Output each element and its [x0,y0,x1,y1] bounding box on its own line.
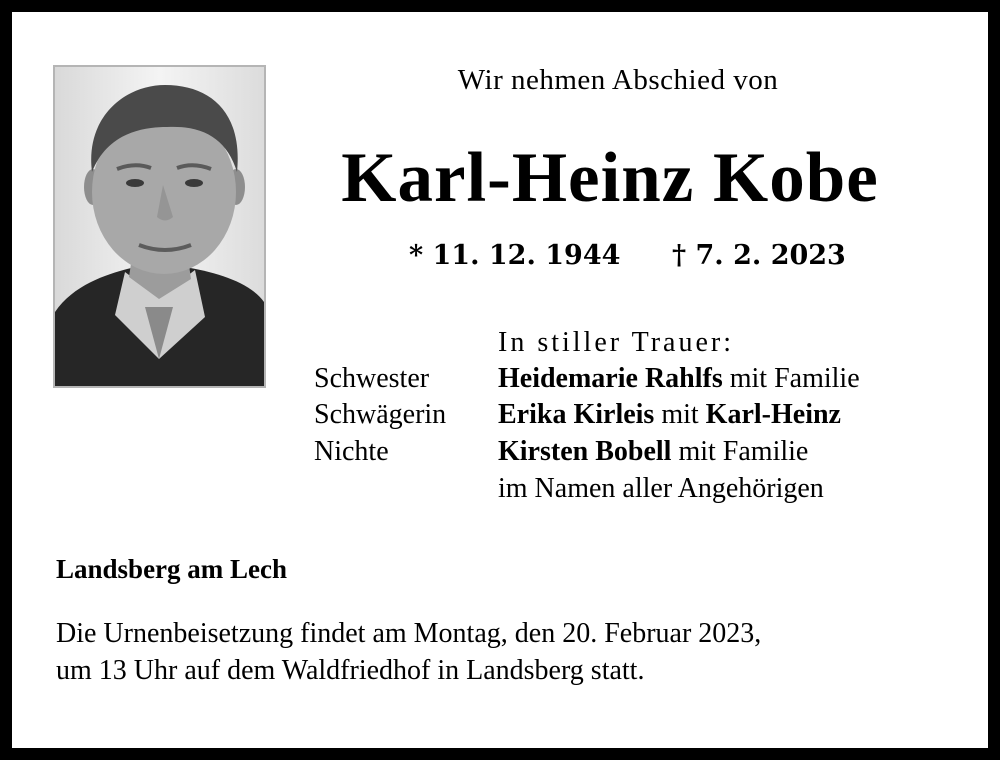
mourner-entry [498,399,841,431]
deceased-name: Karl-Heinz Kobe [341,139,879,217]
location-heading: Landsberg am Lech [56,554,288,584]
relation-label: Schwester [314,363,430,394]
funeral-notice [56,615,976,689]
mourner-entry [498,436,808,468]
mourner-name: Heidemarie Rahlfs [498,363,723,394]
mourning-heading: In stiller Trauer: [498,327,734,358]
birth-date: * 11. 12. 1944 [409,240,621,271]
relation-label: Schwägerin [314,399,447,430]
mourner-suffix: mit [654,399,706,430]
mourner-name-2: Karl-Heinz [705,399,841,430]
mourner-suffix: mit Familie [722,363,860,394]
intro-text: Wir nehmen Abschied von [457,64,779,96]
notice-line: um 13 Uhr auf dem Waldfriedhof in Landsberg statt. [56,655,645,686]
mourner-suffix: mit Familie [671,436,809,467]
mourner-entry [498,363,860,395]
notice-line: Die Urnenbeisetzung findet am Montag, den 20. Februar 2023, [56,618,762,649]
mourner-name: Erika Kirleis [498,399,655,430]
relation-label: Nichte [314,436,389,467]
portrait-photo [53,65,266,388]
death-date: † 7. 2. 2023 [672,240,846,271]
mourning-closing: im Namen aller Angehörigen [498,473,824,504]
mourner-name: Kirsten Bobell [498,436,672,467]
